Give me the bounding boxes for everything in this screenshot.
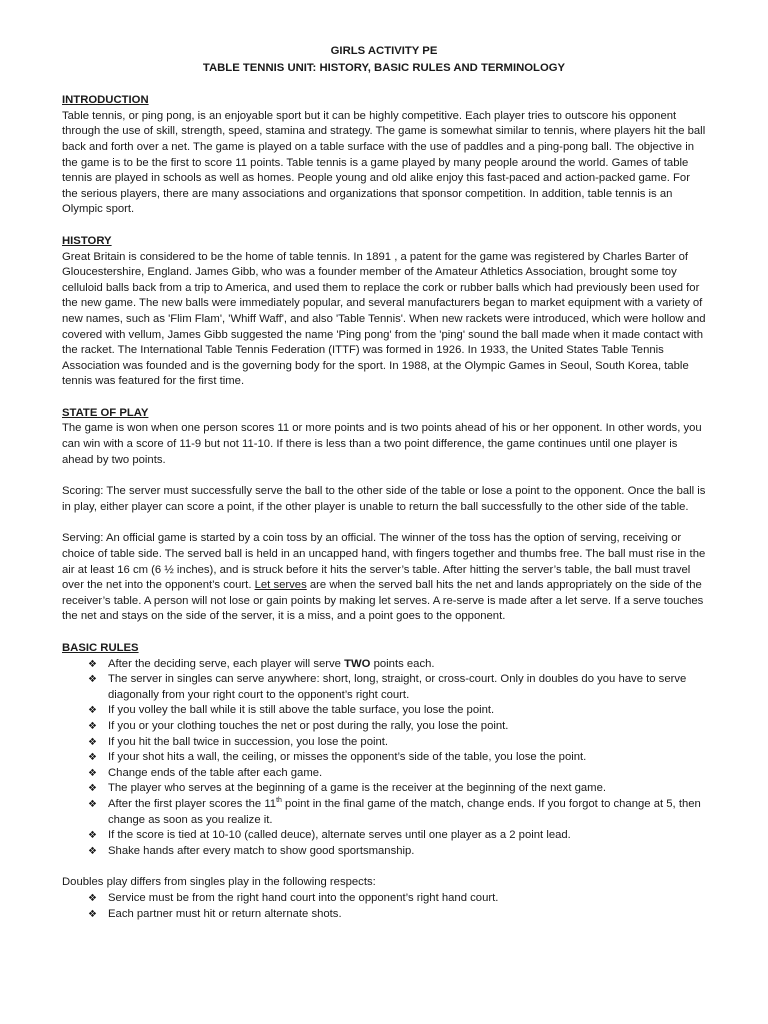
list-item <box>88 657 706 673</box>
diamond-bullet-icon: ❖ <box>88 674 97 686</box>
let-serves-term: Let serves <box>254 579 307 592</box>
list-item <box>88 907 706 923</box>
diamond-bullet-icon: ❖ <box>88 720 97 732</box>
document-page <box>62 44 706 922</box>
diamond-bullet-icon: ❖ <box>88 892 97 904</box>
rule-text: Change ends of the table after each game. <box>108 766 323 779</box>
basic-rules-list <box>62 657 706 860</box>
diamond-bullet-icon: ❖ <box>88 783 97 795</box>
serving-paragraph <box>62 531 706 625</box>
rule-text: After the deciding serve, each player will serve <box>108 657 345 670</box>
rule-text: The server in singles can serve anywhere: short, long, straight, or cross-court. Only in doubles do you have to serve diagonally from your right court to the opponent’s right court. <box>108 673 687 701</box>
rule-text: After the first player scores the 11 <box>108 797 277 810</box>
basic-rules-section <box>62 641 706 859</box>
doubles-intro: Doubles play differs from singles play in the following respects: <box>62 876 376 889</box>
diamond-bullet-icon: ❖ <box>88 830 97 842</box>
diamond-bullet-icon: ❖ <box>88 705 97 717</box>
diamond-bullet-icon: ❖ <box>88 736 97 748</box>
document-title: GIRLS ACTIVITY PE <box>330 45 438 57</box>
diamond-bullet-icon: ❖ <box>88 845 97 857</box>
diamond-bullet-icon: ❖ <box>88 798 97 810</box>
rule-text: Each partner must hit or return alternate shots. <box>108 907 342 920</box>
serving-text-start: Serving: An official game is started by a coin toss by an official. The winner of the toss has the option of serving, receiving or choice of table side. The served ball is held in an uncapped hand, with fingers together and thumbs free. The ball must rise in the air at least 16 cm (6 ½ inches), and is struck before it hits the server’s table. After hitting the server’s table, the ball must travel over the net into the opponent’s court. <box>62 532 706 592</box>
list-item <box>88 703 706 719</box>
history-heading: HISTORY <box>62 234 112 247</box>
basic-rules-heading: BASIC RULES <box>62 642 139 654</box>
doubles-rules-list <box>62 891 706 922</box>
rule-text: If you or your clothing touches the net or post during the rally, you lose the point. <box>108 719 509 732</box>
list-item <box>88 672 706 703</box>
rule-text: point in the final game of the match, change ends. If you forgot to change at 5, then change as soon as you realize it. <box>108 797 701 826</box>
list-item <box>88 844 706 860</box>
diamond-bullet-icon: ❖ <box>88 752 97 764</box>
list-item <box>88 750 706 766</box>
ordinal-suffix: th <box>276 797 282 805</box>
introduction-heading: INTRODUCTION <box>62 94 149 107</box>
list-item <box>88 828 706 844</box>
list-item <box>88 797 706 828</box>
rule-text: Shake hands after every match to show good sportsmanship. <box>108 844 415 857</box>
state-of-play-heading: STATE OF PLAY <box>62 406 149 419</box>
state-of-play-section <box>62 406 706 625</box>
rule-text: points each. <box>370 657 435 670</box>
list-item <box>88 735 706 751</box>
diamond-bullet-icon: ❖ <box>88 908 97 920</box>
diamond-bullet-icon: ❖ <box>88 767 97 779</box>
rule-text: If you hit the ball twice in succession, you lose the point. <box>108 735 389 748</box>
rule-text: If your shot hits a wall, the ceiling, or misses the opponent’s side of the table, you lose the point. <box>108 751 587 764</box>
list-item <box>88 766 706 782</box>
rule-emphasis: TWO <box>344 657 371 670</box>
rule-text: Service must be from the right hand court into the opponent’s right hand court. <box>108 891 499 904</box>
list-item <box>88 781 706 797</box>
rule-text: If you volley the ball while it is still above the table surface, you lose the point. <box>108 704 495 717</box>
state-of-play-paragraph: The game is won when one person scores 11 or more points and is two points ahead of his or her opponent. In other words, you can win with a score of 11-9 but not 11-10. If there is less than a two point difference, the game continues until one player is ahead by two points. <box>62 422 702 466</box>
history-section <box>62 234 706 390</box>
rule-text: If the score is tied at 10-10 (called deuce), alternate serves until one player as a 2 point lead. <box>108 829 571 842</box>
list-item <box>88 891 706 907</box>
scoring-paragraph: Scoring: The server must successfully serve the ball to the other side of the table or lose a point to the opponent. Once the ball is in play, either player can score a point, if the other player is unable to return the ball successfully to the other side of the table. <box>62 485 706 513</box>
document-subtitle: TABLE TENNIS UNIT: HISTORY, BASIC RULES AND TERMINOLOGY <box>202 61 566 74</box>
history-paragraph: Great Britain is considered to be the home of table tennis. In 1891 , a patent for the game was registered by Charles Barter of Gloucestershire, England. James Gibb, who was a founder member of the Amateur Athletics Association, brought some toy celluloid balls back from a trip to America, and used them to replace the cork or rubber balls which had previously been used for the new game. The new balls were immediately popular, and several manufacturers began to market equipment with a variety of new names, such as 'Flim Flam', 'Whiff Waff', and also 'Table Tennis'. When new rackets were introduced, which were hollow and covered with vellum, James Gibb suggested the name 'Ping pong' from the 'ping' sound the ball made when it made contact with the racket. The International Table Tennis Federation (ITTF) was formed in 1926. In 1933, the United States Table Tennis Association was founded and is the governing body for the sport. In 1988, at the Olympic Games in Seoul, South Korea, table tennis was featured for the first time. <box>62 250 706 388</box>
diamond-bullet-icon: ❖ <box>88 658 97 670</box>
serving-text-end: are when the served ball hits the net and lands appropriately on the side of the receiver’s table. A person will not lose or gain points by making let serves. A re-serve is made after a let serve. If a serve touches the net and stays on the side of the server, it is a miss, and a point goes to the opponent. <box>62 579 704 623</box>
introduction-section <box>62 93 706 218</box>
doubles-section <box>62 875 706 922</box>
list-item <box>88 719 706 735</box>
introduction-paragraph: Table tennis, or ping pong, is an enjoyable sport but it can be highly competitive. Each player tries to outscore his opponent through the use of skill, strength, speed, stamina and strategy. The game is somewhat similar to tennis, where players hit the ball back and forth over a net. The game is played on a table surface with the use of paddles and a ping-pong ball. The objective in the game is to be the first to score 11 points. Table tennis is a game played by many people around the world. Games of table tennis are played in schools as well as homes. People young and old alike enjoy this fast-paced and action-packed game. For the serious players, there are many associations and organizations that sponsor competition. In addition, table tennis is an Olympic sport. <box>62 109 706 216</box>
rule-text: The player who serves at the beginning of a game is the receiver at the beginning of the next game. <box>108 782 606 795</box>
